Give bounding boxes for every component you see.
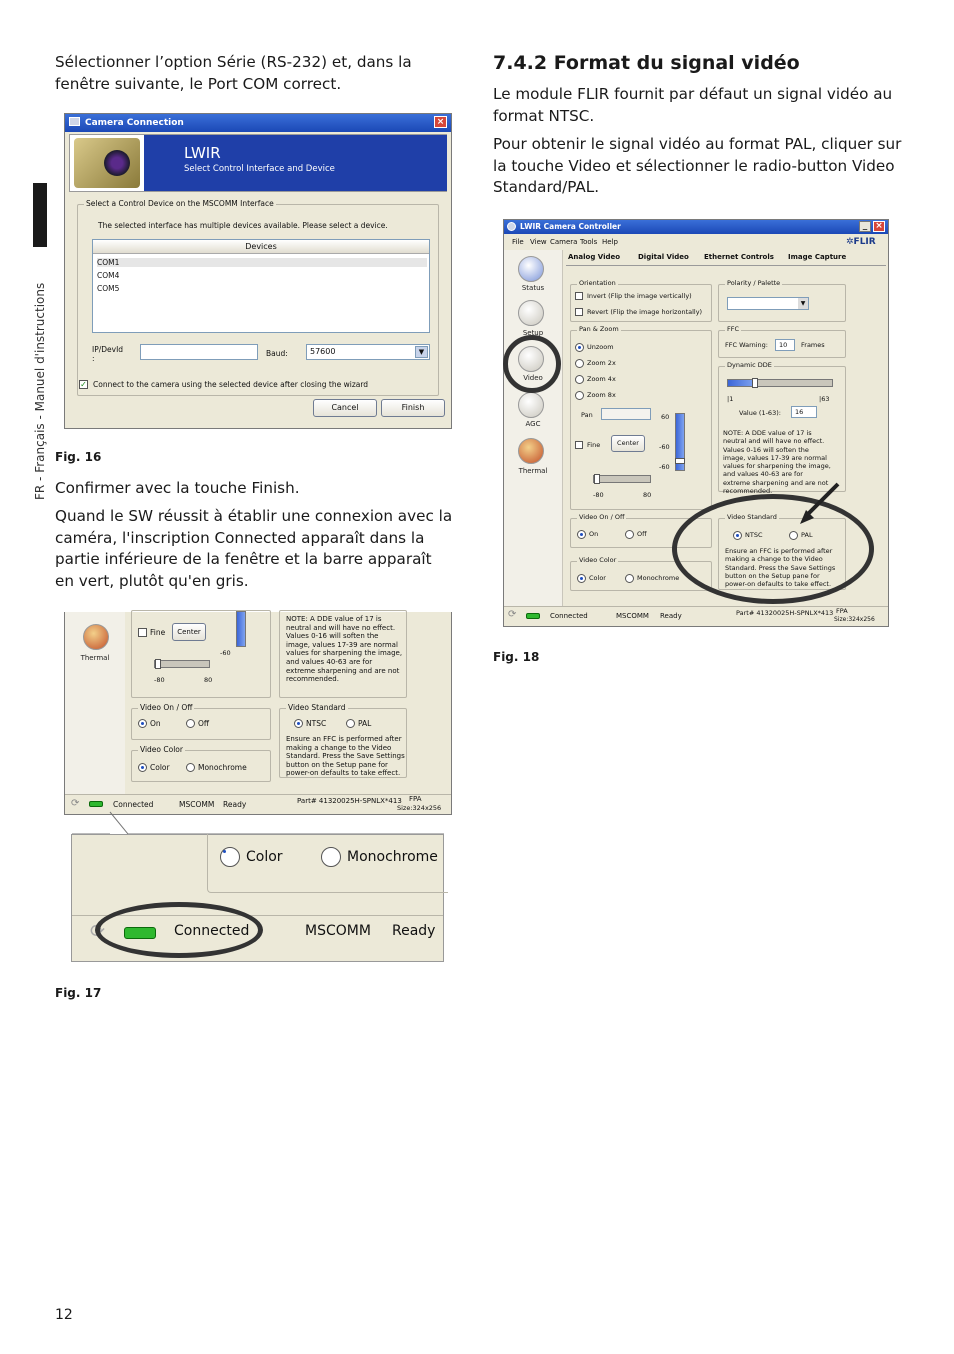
cancel-button[interactable]: Cancel (313, 399, 377, 417)
connected-paragraph: Quand le SW réussit à établir une connexion avec la caméra, l'inscription Connected apparaît dans la partie inférieure de la fenêtre et la barre apparaît en vert, plutôt qu'en gris. (55, 507, 453, 590)
controller-title: LWIR Camera Controller (520, 222, 621, 231)
vslider-min: -60 (220, 649, 231, 657)
flir-logo-text: FLIR (853, 237, 876, 247)
status-fpa: FPA (409, 795, 422, 803)
hslider-max-label: 80 (643, 491, 652, 499)
video-on-label: On (150, 719, 161, 728)
zoom-mscomm: MSCOMM (305, 923, 371, 939)
pal-label-main: PAL (801, 531, 813, 539)
vslider-max-label: 60 (661, 413, 670, 421)
dde-value-label: Value (1-63): (739, 409, 781, 417)
dde-title: Dynamic DDE (727, 361, 772, 369)
window-title: Camera Connection (85, 118, 184, 128)
video-color-title: Video Color (140, 745, 183, 754)
dde-max-label: |63 (819, 395, 830, 403)
zoom-mono-label: Monochrome (347, 849, 438, 865)
controller-status-part: Part# 41320025H-SPNLX*413 (736, 609, 834, 617)
zoom-refresh-icon[interactable]: ⟳ (90, 921, 106, 942)
ffc-warning-input[interactable]: 10 (775, 339, 795, 351)
menu-file[interactable]: File (512, 238, 524, 246)
ntsc-label-main: NTSC (745, 531, 763, 539)
pal-label: PAL (358, 719, 372, 728)
controller-refresh-icon[interactable]: ⟳ (508, 609, 517, 620)
instruction-text: The selected interface has multiple devices available. Please select a device. (98, 221, 388, 230)
fig16-label: Fig. 16 (55, 450, 102, 464)
zoom-connected: Connected (174, 923, 250, 939)
tab-digital-video[interactable]: Digital Video (638, 253, 689, 261)
pan-label: Pan (581, 411, 593, 419)
video-standard-title: Video Standard (288, 703, 346, 712)
side-agc: AGC (525, 420, 541, 428)
zoom2-label: Zoom 2x (587, 359, 616, 367)
ffc-title: FFC (727, 325, 740, 333)
connect-checkbox-label: Connect to the camera using the selected device after closing the wizard (93, 380, 369, 389)
controller-status-connected: Connected (550, 612, 588, 620)
frames-label: Frames (801, 341, 825, 349)
video-on-label-main: On (589, 530, 599, 538)
tab-image-capture[interactable]: Image Capture (788, 253, 847, 261)
refresh-icon[interactable]: ⟳ (71, 798, 80, 809)
controller-status-ready: Ready (660, 612, 682, 620)
side-tab-text: FR - Français - Manuel d'instructions (33, 282, 47, 500)
side-status: Status (521, 284, 545, 292)
color-label: Color (150, 763, 170, 772)
zoom-color-label: Color (246, 849, 283, 865)
status-part: Part# 41320025H-SPNLX*413 (297, 797, 402, 805)
page-number: 12 (55, 1307, 73, 1323)
ntsc-paragraph: Le module FLIR fournit par défaut un signal vidéo au format NTSC. (493, 85, 893, 125)
baud-value: 57600 (310, 347, 336, 356)
zoom4-label: Zoom 4x (587, 375, 616, 383)
video-onoff-title: Video On / Off (140, 703, 193, 712)
ffc-note: Ensure an FFC is performed after making a change to the Video Standard. Press the Save Settings button on the Setup pane for power-on defaults to take effect. (286, 735, 405, 778)
ntsc-label: NTSC (306, 719, 327, 728)
tab-ethernet-controls[interactable]: Ethernet Controls (704, 253, 774, 261)
dde-min-label: |1 (727, 395, 734, 403)
controller-close-icon[interactable]: × (873, 221, 885, 232)
hslider-max: 80 (204, 676, 213, 684)
video-off-label: Off (198, 719, 210, 728)
banner-title: LWIR (184, 144, 221, 162)
fig18-label: Fig. 18 (493, 650, 540, 664)
status-ready: Ready (223, 800, 247, 809)
device-com1[interactable]: COM1 (97, 258, 427, 267)
pan-zoom-title: Pan & Zoom (579, 325, 619, 333)
side-thermal: Thermal (518, 467, 548, 475)
finish-button[interactable]: Finish (381, 399, 445, 417)
ffc-note-main: Ensure an FFC is performed after making a change to the Video Standard. Press the Save Settings button on the Setup pane for power-on defaults to take effect. (725, 547, 836, 589)
thermal-label: Thermal (80, 654, 110, 662)
dde-note: NOTE: A DDE value of 17 is neutral and will have no effect. Values 0-16 will soften the image, values 17-39 are normal values for sharpening the image, and values 40-63 are for extreme sharpening and are not recommended. (286, 615, 403, 684)
side-setup: Setup (522, 329, 544, 337)
revert-label: Revert (Flip the image horizontally) (587, 308, 703, 316)
menu-help[interactable]: Help (602, 238, 618, 246)
device-list-header[interactable]: Devices (93, 240, 429, 254)
ffc-warning-label: FFC Warning: (725, 341, 768, 349)
menu-view[interactable]: View (530, 238, 547, 246)
video-onoff-title-main: Video On / Off (579, 513, 625, 521)
close-icon[interactable]: × (434, 116, 447, 128)
connect-checkbox[interactable]: ✓ (80, 380, 87, 389)
baud-label: Baud: (266, 349, 288, 358)
status-connected: Connected (113, 800, 154, 809)
video-off-label-main: Off (637, 530, 647, 538)
chevron-down-icon[interactable]: ▼ (415, 346, 428, 358)
mono-label-main: Monochrome (637, 574, 680, 582)
fine-label: Fine (150, 628, 166, 637)
tab-analog-video[interactable]: Analog Video (568, 253, 621, 261)
center-button[interactable]: Center (172, 623, 206, 641)
polarity-title: Polarity / Palette (727, 279, 781, 287)
status-size: Size:324x256 (397, 804, 442, 812)
device-com4[interactable]: COM4 (97, 271, 120, 280)
polarity-chevron-icon[interactable]: ▼ (798, 298, 808, 309)
dde-value-input[interactable]: 16 (791, 406, 817, 418)
unzoom-label: Unzoom (587, 343, 614, 351)
fine-label-main: Fine (587, 441, 601, 449)
fig17-label: Fig. 17 (55, 986, 102, 1000)
color-label-main: Color (589, 574, 606, 582)
flir-logo: ✲FLIR (846, 237, 876, 247)
vslider-mid-label: -60 (659, 443, 670, 451)
center-button-main[interactable]: Center (611, 435, 645, 452)
orientation-title: Orientation (579, 279, 616, 287)
minimize-icon[interactable]: _ (859, 221, 871, 232)
banner-subtitle: Select Control Interface and Device (184, 164, 335, 174)
confirm-paragraph: Confirmer avec la touche Finish. (55, 479, 300, 497)
pal-paragraph: Pour obtenir le signal vidéo au format PAL, cliquer sur la touche Video et sélectionner le radio-button Video Standard/PAL. (493, 135, 902, 196)
intro-paragraph: Sélectionner l’option Série (RS-232) et, dans la fenêtre suivante, le Port COM correct. (55, 53, 412, 93)
mono-label: Monochrome (198, 763, 247, 772)
menu-tools[interactable]: Tools (580, 238, 598, 246)
controller-status-mscomm: MSCOMM (616, 612, 649, 620)
vslider-min-label: -60 (659, 463, 670, 471)
hslider-min-label: -80 (593, 491, 604, 499)
dde-note-main: NOTE: A DDE value of 17 is neutral and will have no effect. Values 0-16 will soften the image, values 17-39 are normal values for sharpening the image, and values 40-63 are for extreme sharpening and are not recommended. (723, 429, 831, 496)
controller-status-fpa: FPA (836, 607, 848, 615)
device-com5[interactable]: COM5 (97, 284, 120, 293)
zoom8-label: Zoom 8x (587, 391, 616, 399)
device-group-title: Select a Control Device on the MSCOMM Interface (86, 199, 274, 208)
invert-label: Invert (Flip the image vertically) (587, 292, 692, 300)
video-color-title-main: Video Color (579, 556, 617, 564)
video-standard-title-main: Video Standard (727, 513, 777, 521)
controller-status-size: Size:324x256 (834, 616, 875, 623)
status-mscomm: MSCOMM (179, 800, 215, 809)
ipdevid-label: IP/DevId : (92, 345, 124, 363)
zoom-ready: Ready (392, 923, 436, 939)
side-video: Video (523, 374, 543, 382)
section-heading: 7.4.2 Format du signal vidéo (493, 52, 800, 74)
hslider-min: -80 (154, 676, 165, 684)
menu-camera[interactable]: Camera (550, 238, 578, 246)
